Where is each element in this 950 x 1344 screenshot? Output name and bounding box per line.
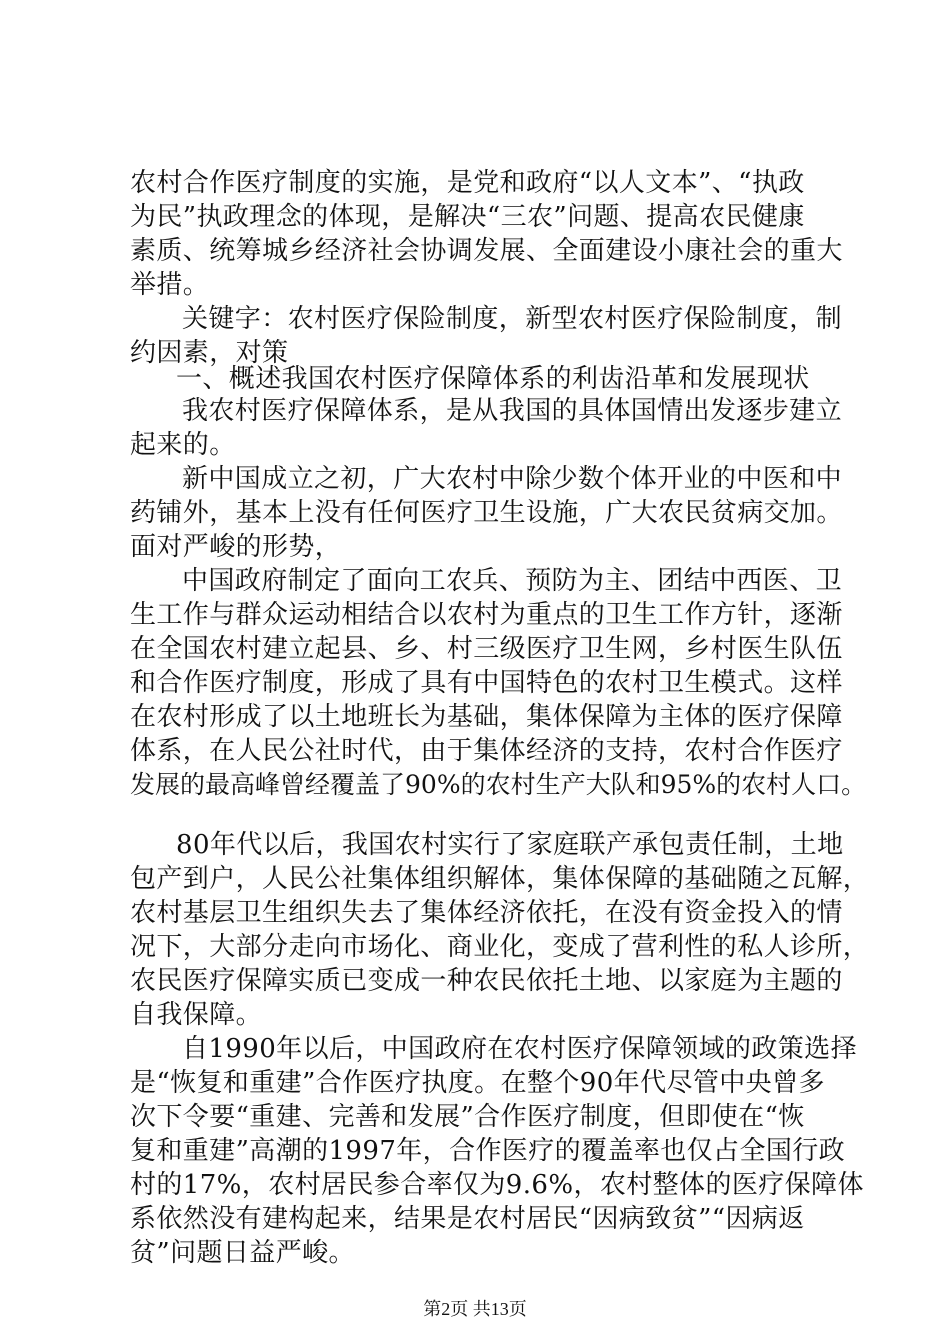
keywords-line: 约因素，对策 — [130, 338, 289, 368]
text-line: 体系，在人民公社时代，由于集体经济的支持，农村合作医疗 — [130, 736, 843, 766]
text-line: 我农村医疗保障体系，是从我国的具体国情出发逐步建立 — [182, 396, 843, 426]
text-line: 起来的。 — [130, 430, 236, 460]
text-line: 药铺外，基本上没有任何医疗卫生设施，广大农民贫病交加。 — [130, 498, 843, 528]
text-line: 农民医疗保障实质已变成一种农民依托土地、以家庭为主题的 — [130, 966, 843, 996]
text-line: 包产到户，人民公社集体组织解体，集体保障的基础随之瓦解， — [130, 864, 870, 894]
keywords-line: 关键字：农村医疗保险制度，新型农村医疗保险制度，制 — [182, 304, 843, 334]
text-line: 素质、统筹城乡经济社会协调发展、全面建设小康社会的重大 — [130, 236, 843, 266]
text-line: 自我保障。 — [130, 1000, 263, 1030]
text-line: 况下，大部分走向市场化、商业化，变成了营利性的私人诊所， — [130, 932, 870, 962]
text-line: 贫”问题日益严峻。 — [130, 1238, 355, 1268]
text-line: 面对严峻的形势， — [130, 532, 342, 562]
text-line: 复和重建”高潮的1997年，合作医疗的覆盖率也仅占全国行政 — [130, 1136, 846, 1166]
text-line: 在农村形成了以土地班长为基础，集体保障为主体的医疗保障 — [130, 702, 843, 732]
text-line: 次下令要“重建、完善和发展”合作医疗制度，但即使在“恢 — [130, 1102, 805, 1132]
text-line: 发展的最高峰曾经覆盖了90%的农村生产大队和95%的农村人口。 — [130, 770, 867, 799]
page-number-footer: 第2页 共13页 — [423, 1299, 527, 1319]
text-line: 系依然没有建构起来，结果是农村居民“因病致贫”“因病返 — [130, 1204, 805, 1234]
text-line: 生工作与群众运动相结合以农村为重点的卫生工作方针，逐渐 — [130, 600, 843, 630]
text-line: 是“恢复和重建”合作医疗执度。在整个90年代尽管中央曾多 — [130, 1068, 825, 1098]
text-line: 农村基层卫生组织失去了集体经济依托，在没有资金投入的情 — [130, 898, 843, 928]
text-line: 和合作医疗制度，形成了具有中国特色的农村卫生模式。这样 — [130, 668, 843, 698]
section-heading: 一、概述我国农村医疗保障体系的利齿沿革和发展现状 — [176, 364, 810, 394]
text-line: 农村合作医疗制度的实施，是党和政府“以人文本”、“执政 — [130, 168, 805, 198]
text-line: 举措。 — [130, 270, 210, 300]
text-line: 在全国农村建立起县、乡、村三级医疗卫生网，乡村医生队伍 — [130, 634, 843, 664]
text-line: 中国政府制定了面向工农兵、预防为主、团结中西医、卫 — [182, 566, 843, 596]
text-line: 村的17%，农村居民参合率仅为9.6%，农村整体的医疗保障体 — [130, 1170, 864, 1200]
text-line: 为民”执政理念的体现，是解决“三农”问题、提高农民健康 — [130, 202, 805, 232]
text-line: 新中国成立之初，广大农村中除少数个体开业的中医和中 — [182, 464, 843, 494]
text-line: 自1990年以后，中国政府在农村医疗保障领域的政策选择 — [182, 1034, 857, 1064]
text-line: 80年代以后，我国农村实行了家庭联产承包责任制，土地 — [176, 830, 844, 860]
